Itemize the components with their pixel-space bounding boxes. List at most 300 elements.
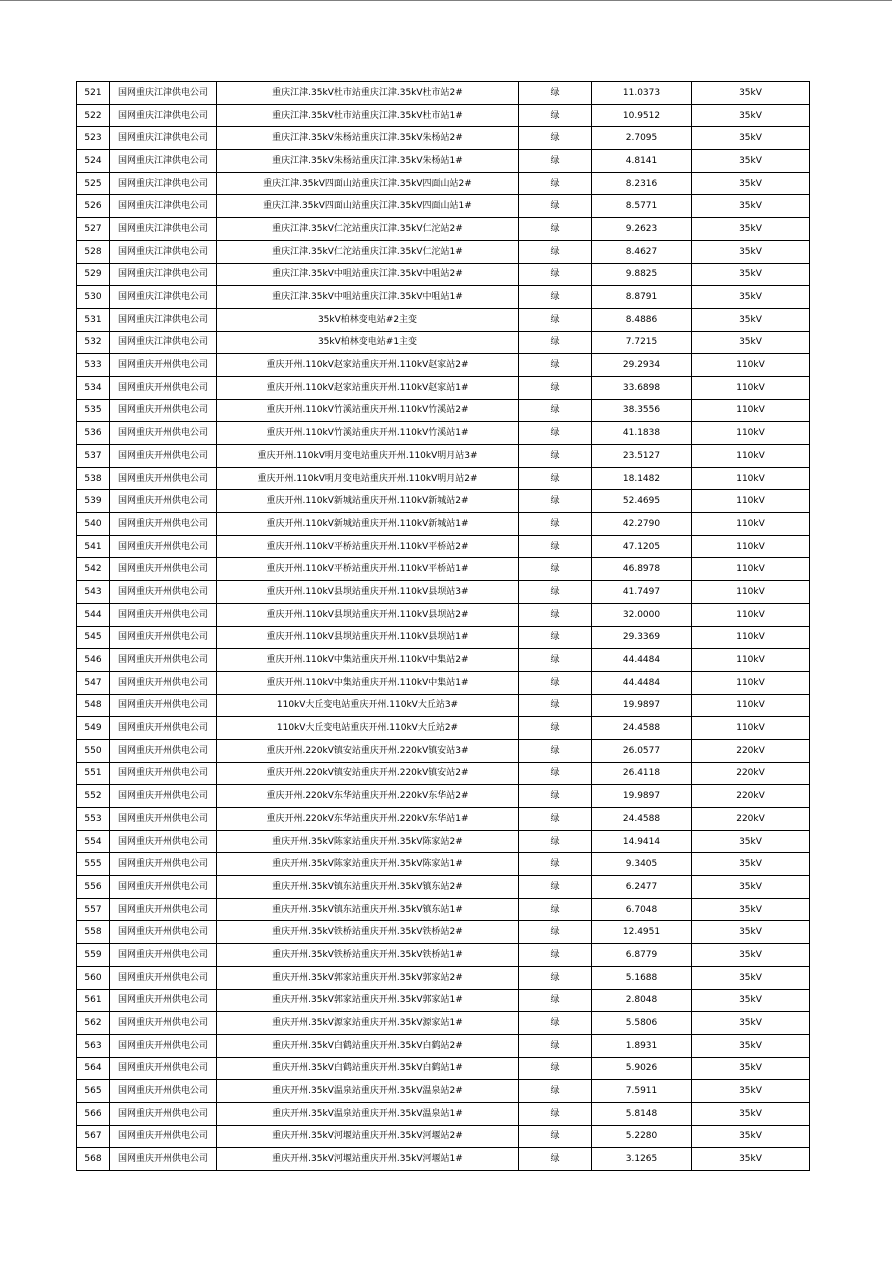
status-cell: 绿 (519, 422, 592, 445)
row-number-cell: 551 (77, 762, 110, 785)
company-cell: 国网重庆开州供电公司 (110, 853, 217, 876)
company-cell: 国网重庆开州供电公司 (110, 694, 217, 717)
station-name-cell: 重庆开州.110kV赵家站重庆开州.110kV赵家站2# (217, 354, 519, 377)
value-cell: 26.4118 (592, 762, 692, 785)
status-cell: 绿 (519, 513, 592, 536)
voltage-cell: 35kV (692, 853, 810, 876)
row-number-cell: 543 (77, 581, 110, 604)
voltage-cell: 110kV (692, 717, 810, 740)
voltage-cell: 35kV (692, 127, 810, 150)
table-row (77, 1080, 810, 1103)
status-cell: 绿 (519, 399, 592, 422)
value-cell: 9.3405 (592, 853, 692, 876)
status-cell: 绿 (519, 989, 592, 1012)
row-number-cell: 563 (77, 1034, 110, 1057)
status-cell: 绿 (519, 263, 592, 286)
row-number-cell: 544 (77, 603, 110, 626)
company-cell: 国网重庆开州供电公司 (110, 717, 217, 740)
row-number-cell: 524 (77, 150, 110, 173)
page-top-border (0, 0, 892, 1)
voltage-cell: 35kV (692, 1012, 810, 1035)
table-row (77, 944, 810, 967)
table-row (77, 785, 810, 808)
status-cell: 绿 (519, 785, 592, 808)
value-cell: 11.0373 (592, 82, 692, 105)
row-number-cell: 549 (77, 717, 110, 740)
table-row (77, 104, 810, 127)
row-number-cell: 539 (77, 490, 110, 513)
row-number-cell: 537 (77, 445, 110, 468)
row-number-cell: 547 (77, 671, 110, 694)
table-row (77, 898, 810, 921)
value-cell: 7.7215 (592, 331, 692, 354)
value-cell: 5.9026 (592, 1057, 692, 1080)
company-cell: 国网重庆开州供电公司 (110, 898, 217, 921)
voltage-cell: 110kV (692, 671, 810, 694)
row-number-cell: 550 (77, 739, 110, 762)
company-cell: 国网重庆江津供电公司 (110, 150, 217, 173)
station-name-cell: 重庆江津.35kV中咀站重庆江津.35kV中咀站2# (217, 263, 519, 286)
row-number-cell: 553 (77, 808, 110, 831)
station-name-cell: 重庆开州.35kV铁桥站重庆开州.35kV铁桥站1# (217, 944, 519, 967)
table-row (77, 921, 810, 944)
row-number-cell: 542 (77, 558, 110, 581)
status-cell: 绿 (519, 830, 592, 853)
company-cell: 国网重庆开州供电公司 (110, 1034, 217, 1057)
company-cell: 国网重庆开州供电公司 (110, 513, 217, 536)
status-cell: 绿 (519, 82, 592, 105)
company-cell: 国网重庆江津供电公司 (110, 218, 217, 241)
company-cell: 国网重庆开州供电公司 (110, 558, 217, 581)
voltage-cell: 35kV (692, 308, 810, 331)
status-cell: 绿 (519, 898, 592, 921)
table-row (77, 626, 810, 649)
value-cell: 5.1688 (592, 966, 692, 989)
voltage-cell: 110kV (692, 490, 810, 513)
company-cell: 国网重庆江津供电公司 (110, 82, 217, 105)
status-cell: 绿 (519, 445, 592, 468)
voltage-cell: 110kV (692, 694, 810, 717)
station-name-cell: 重庆开州.110kV中集站重庆开州.110kV中集站2# (217, 649, 519, 672)
value-cell: 1.8931 (592, 1034, 692, 1057)
status-cell: 绿 (519, 1080, 592, 1103)
voltage-cell: 220kV (692, 739, 810, 762)
station-name-cell: 重庆开州.35kV温泉站重庆开州.35kV温泉站2# (217, 1080, 519, 1103)
voltage-cell: 35kV (692, 921, 810, 944)
voltage-cell: 110kV (692, 467, 810, 490)
station-name-cell: 重庆江津.35kV朱杨站重庆江津.35kV朱杨站1# (217, 150, 519, 173)
table-row (77, 1012, 810, 1035)
status-cell: 绿 (519, 739, 592, 762)
table-row (77, 717, 810, 740)
table-row (77, 513, 810, 536)
table-row (77, 581, 810, 604)
row-number-cell: 559 (77, 944, 110, 967)
value-cell: 6.8779 (592, 944, 692, 967)
voltage-cell: 35kV (692, 195, 810, 218)
station-name-cell: 重庆开州.110kV竹溪站重庆开州.110kV竹溪站1# (217, 422, 519, 445)
voltage-cell: 35kV (692, 876, 810, 899)
row-number-cell: 530 (77, 286, 110, 309)
table-row (77, 240, 810, 263)
table-row (77, 1125, 810, 1148)
table-row (77, 1057, 810, 1080)
row-number-cell: 522 (77, 104, 110, 127)
value-cell: 8.8791 (592, 286, 692, 309)
station-name-cell: 重庆开州.110kV平桥站重庆开州.110kV平桥站2# (217, 535, 519, 558)
voltage-cell: 110kV (692, 513, 810, 536)
station-name-cell: 35kV柏林变电站#2主变 (217, 308, 519, 331)
company-cell: 国网重庆开州供电公司 (110, 808, 217, 831)
data-table (76, 81, 810, 1171)
table-row (77, 263, 810, 286)
voltage-cell: 35kV (692, 286, 810, 309)
row-number-cell: 562 (77, 1012, 110, 1035)
table-row (77, 172, 810, 195)
company-cell: 国网重庆开州供电公司 (110, 422, 217, 445)
row-number-cell: 534 (77, 376, 110, 399)
value-cell: 33.6898 (592, 376, 692, 399)
value-cell: 9.8825 (592, 263, 692, 286)
station-name-cell: 重庆开州.35kV陈家站重庆开州.35kV陈家站2# (217, 830, 519, 853)
table-row (77, 218, 810, 241)
station-name-cell: 重庆开州.35kV镇东站重庆开州.35kV镇东站1# (217, 898, 519, 921)
row-number-cell: 565 (77, 1080, 110, 1103)
company-cell: 国网重庆开州供电公司 (110, 830, 217, 853)
value-cell: 14.9414 (592, 830, 692, 853)
table-row (77, 603, 810, 626)
station-name-cell: 重庆开州.220kV镇安站重庆开州.220kV镇安站2# (217, 762, 519, 785)
company-cell: 国网重庆开州供电公司 (110, 944, 217, 967)
voltage-cell: 35kV (692, 218, 810, 241)
status-cell: 绿 (519, 1012, 592, 1035)
voltage-cell: 35kV (692, 1148, 810, 1171)
value-cell: 44.4484 (592, 671, 692, 694)
table-row (77, 195, 810, 218)
value-cell: 38.3556 (592, 399, 692, 422)
value-cell: 8.4627 (592, 240, 692, 263)
company-cell: 国网重庆开州供电公司 (110, 467, 217, 490)
station-name-cell: 重庆开州.35kV河堰站重庆开州.35kV河堰站2# (217, 1125, 519, 1148)
status-cell: 绿 (519, 195, 592, 218)
company-cell: 国网重庆开州供电公司 (110, 671, 217, 694)
value-cell: 19.9897 (592, 785, 692, 808)
value-cell: 3.1265 (592, 1148, 692, 1171)
voltage-cell: 110kV (692, 581, 810, 604)
value-cell: 2.7095 (592, 127, 692, 150)
company-cell: 国网重庆开州供电公司 (110, 1012, 217, 1035)
station-name-cell: 重庆开州.110kV明月变电站重庆开州.110kV明月站2# (217, 467, 519, 490)
voltage-cell: 110kV (692, 422, 810, 445)
company-cell: 国网重庆开州供电公司 (110, 490, 217, 513)
value-cell: 44.4484 (592, 649, 692, 672)
company-cell: 国网重庆江津供电公司 (110, 104, 217, 127)
row-number-cell: 568 (77, 1148, 110, 1171)
table-row (77, 286, 810, 309)
value-cell: 42.2790 (592, 513, 692, 536)
table-row (77, 853, 810, 876)
status-cell: 绿 (519, 1125, 592, 1148)
status-cell: 绿 (519, 218, 592, 241)
company-cell: 国网重庆开州供电公司 (110, 739, 217, 762)
value-cell: 8.5771 (592, 195, 692, 218)
company-cell: 国网重庆开州供电公司 (110, 1125, 217, 1148)
station-name-cell: 重庆开州.35kV陈家站重庆开州.35kV陈家站1# (217, 853, 519, 876)
value-cell: 23.5127 (592, 445, 692, 468)
row-number-cell: 528 (77, 240, 110, 263)
row-number-cell: 529 (77, 263, 110, 286)
row-number-cell: 526 (77, 195, 110, 218)
table-row (77, 467, 810, 490)
table-row (77, 422, 810, 445)
row-number-cell: 564 (77, 1057, 110, 1080)
status-cell: 绿 (519, 1034, 592, 1057)
voltage-cell: 35kV (692, 898, 810, 921)
table-row (77, 445, 810, 468)
table-body (77, 82, 810, 1171)
company-cell: 国网重庆江津供电公司 (110, 240, 217, 263)
table-row (77, 1102, 810, 1125)
station-name-cell: 重庆江津.35kV杜市站重庆江津.35kV杜市站1# (217, 104, 519, 127)
company-cell: 国网重庆开州供电公司 (110, 649, 217, 672)
voltage-cell: 110kV (692, 399, 810, 422)
status-cell: 绿 (519, 127, 592, 150)
station-name-cell: 重庆开州.110kV竹溪站重庆开州.110kV竹溪站2# (217, 399, 519, 422)
table-row (77, 558, 810, 581)
value-cell: 10.9512 (592, 104, 692, 127)
station-name-cell: 重庆开州.35kV温泉站重庆开州.35kV温泉站1# (217, 1102, 519, 1125)
station-name-cell: 重庆开州.110kV县坝站重庆开州.110kV县坝站3# (217, 581, 519, 604)
value-cell: 52.4695 (592, 490, 692, 513)
station-name-cell: 重庆江津.35kV仁沱站重庆江津.35kV仁沱站2# (217, 218, 519, 241)
value-cell: 32.0000 (592, 603, 692, 626)
value-cell: 6.2477 (592, 876, 692, 899)
station-name-cell: 重庆开州.110kV新城站重庆开州.110kV新城站1# (217, 513, 519, 536)
status-cell: 绿 (519, 172, 592, 195)
station-name-cell: 重庆开州.220kV东华站重庆开州.220kV东华站1# (217, 808, 519, 831)
row-number-cell: 535 (77, 399, 110, 422)
table-row (77, 989, 810, 1012)
voltage-cell: 110kV (692, 626, 810, 649)
value-cell: 18.1482 (592, 467, 692, 490)
row-number-cell: 532 (77, 331, 110, 354)
status-cell: 绿 (519, 558, 592, 581)
station-name-cell: 重庆开州.110kV中集站重庆开州.110kV中集站1# (217, 671, 519, 694)
row-number-cell: 545 (77, 626, 110, 649)
table-row (77, 966, 810, 989)
value-cell: 5.8148 (592, 1102, 692, 1125)
status-cell: 绿 (519, 717, 592, 740)
station-name-cell: 重庆江津.35kV仁沱站重庆江津.35kV仁沱站1# (217, 240, 519, 263)
row-number-cell: 556 (77, 876, 110, 899)
voltage-cell: 35kV (692, 989, 810, 1012)
station-name-cell: 重庆江津.35kV朱杨站重庆江津.35kV朱杨站2# (217, 127, 519, 150)
status-cell: 绿 (519, 876, 592, 899)
table-row (77, 649, 810, 672)
status-cell: 绿 (519, 150, 592, 173)
station-name-cell: 重庆开州.220kV东华站重庆开州.220kV东华站2# (217, 785, 519, 808)
table-row (77, 1148, 810, 1171)
status-cell: 绿 (519, 603, 592, 626)
status-cell: 绿 (519, 376, 592, 399)
voltage-cell: 35kV (692, 1034, 810, 1057)
voltage-cell: 35kV (692, 1080, 810, 1103)
company-cell: 国网重庆开州供电公司 (110, 1148, 217, 1171)
voltage-cell: 35kV (692, 966, 810, 989)
company-cell: 国网重庆开州供电公司 (110, 535, 217, 558)
value-cell: 47.1205 (592, 535, 692, 558)
company-cell: 国网重庆开州供电公司 (110, 785, 217, 808)
station-name-cell: 重庆江津.35kV杜市站重庆江津.35kV杜市站2# (217, 82, 519, 105)
value-cell: 5.5806 (592, 1012, 692, 1035)
row-number-cell: 531 (77, 308, 110, 331)
company-cell: 国网重庆江津供电公司 (110, 308, 217, 331)
company-cell: 国网重庆开州供电公司 (110, 1102, 217, 1125)
voltage-cell: 35kV (692, 331, 810, 354)
station-name-cell: 重庆江津.35kV四面山站重庆江津.35kV四面山站2# (217, 172, 519, 195)
station-name-cell: 重庆开州.35kV白鹤站重庆开州.35kV白鹤站1# (217, 1057, 519, 1080)
company-cell: 国网重庆开州供电公司 (110, 876, 217, 899)
table-row (77, 376, 810, 399)
table-row (77, 762, 810, 785)
status-cell: 绿 (519, 490, 592, 513)
row-number-cell: 523 (77, 127, 110, 150)
company-cell: 国网重庆开州供电公司 (110, 1080, 217, 1103)
status-cell: 绿 (519, 331, 592, 354)
station-name-cell: 重庆开州.110kV明月变电站重庆开州.110kV明月站3# (217, 445, 519, 468)
row-number-cell: 525 (77, 172, 110, 195)
company-cell: 国网重庆开州供电公司 (110, 354, 217, 377)
voltage-cell: 110kV (692, 445, 810, 468)
row-number-cell: 540 (77, 513, 110, 536)
row-number-cell: 554 (77, 830, 110, 853)
value-cell: 8.2316 (592, 172, 692, 195)
voltage-cell: 110kV (692, 354, 810, 377)
value-cell: 9.2623 (592, 218, 692, 241)
voltage-cell: 35kV (692, 104, 810, 127)
table-row (77, 535, 810, 558)
table-row (77, 671, 810, 694)
value-cell: 8.4886 (592, 308, 692, 331)
voltage-cell: 110kV (692, 535, 810, 558)
status-cell: 绿 (519, 286, 592, 309)
voltage-cell: 35kV (692, 1057, 810, 1080)
station-name-cell: 110kV大丘变电站重庆开州.110kV大丘站3# (217, 694, 519, 717)
table-row (77, 399, 810, 422)
row-number-cell: 536 (77, 422, 110, 445)
company-cell: 国网重庆江津供电公司 (110, 331, 217, 354)
status-cell: 绿 (519, 1057, 592, 1080)
table-row (77, 876, 810, 899)
status-cell: 绿 (519, 966, 592, 989)
value-cell: 4.8141 (592, 150, 692, 173)
company-cell: 国网重庆开州供电公司 (110, 921, 217, 944)
company-cell: 国网重庆开州供电公司 (110, 376, 217, 399)
company-cell: 国网重庆开州供电公司 (110, 581, 217, 604)
voltage-cell: 220kV (692, 785, 810, 808)
voltage-cell: 110kV (692, 603, 810, 626)
voltage-cell: 220kV (692, 808, 810, 831)
table-row (77, 490, 810, 513)
row-number-cell: 546 (77, 649, 110, 672)
station-name-cell: 重庆开州.110kV新城站重庆开州.110kV新城站2# (217, 490, 519, 513)
row-number-cell: 541 (77, 535, 110, 558)
table-row (77, 354, 810, 377)
voltage-cell: 35kV (692, 1102, 810, 1125)
company-cell: 国网重庆江津供电公司 (110, 172, 217, 195)
station-name-cell: 110kV大丘变电站重庆开州.110kV大丘站2# (217, 717, 519, 740)
station-name-cell: 重庆开州.35kV河堰站重庆开州.35kV河堰站1# (217, 1148, 519, 1171)
company-cell: 国网重庆开州供电公司 (110, 966, 217, 989)
value-cell: 12.4951 (592, 921, 692, 944)
company-cell: 国网重庆开州供电公司 (110, 1057, 217, 1080)
table-row (77, 830, 810, 853)
status-cell: 绿 (519, 467, 592, 490)
station-name-cell: 重庆江津.35kV中咀站重庆江津.35kV中咀站1# (217, 286, 519, 309)
company-cell: 国网重庆江津供电公司 (110, 195, 217, 218)
row-number-cell: 548 (77, 694, 110, 717)
table-row (77, 82, 810, 105)
table-row (77, 308, 810, 331)
row-number-cell: 567 (77, 1125, 110, 1148)
row-number-cell: 527 (77, 218, 110, 241)
value-cell: 2.8048 (592, 989, 692, 1012)
value-cell: 46.8978 (592, 558, 692, 581)
voltage-cell: 220kV (692, 762, 810, 785)
value-cell: 5.2280 (592, 1125, 692, 1148)
status-cell: 绿 (519, 694, 592, 717)
station-name-cell: 35kV柏林变电站#1主变 (217, 331, 519, 354)
table-row (77, 739, 810, 762)
value-cell: 24.4588 (592, 808, 692, 831)
company-cell: 国网重庆开州供电公司 (110, 603, 217, 626)
value-cell: 41.1838 (592, 422, 692, 445)
station-name-cell: 重庆开州.35kV白鹤站重庆开州.35kV白鹤站2# (217, 1034, 519, 1057)
row-number-cell: 538 (77, 467, 110, 490)
company-cell: 国网重庆江津供电公司 (110, 286, 217, 309)
row-number-cell: 566 (77, 1102, 110, 1125)
status-cell: 绿 (519, 1102, 592, 1125)
table-row (77, 808, 810, 831)
status-cell: 绿 (519, 649, 592, 672)
voltage-cell: 35kV (692, 263, 810, 286)
company-cell: 国网重庆江津供电公司 (110, 127, 217, 150)
station-name-cell: 重庆开州.35kV镇东站重庆开州.35kV镇东站2# (217, 876, 519, 899)
row-number-cell: 521 (77, 82, 110, 105)
row-number-cell: 557 (77, 898, 110, 921)
voltage-cell: 35kV (692, 82, 810, 105)
status-cell: 绿 (519, 626, 592, 649)
voltage-cell: 35kV (692, 1125, 810, 1148)
status-cell: 绿 (519, 581, 592, 604)
status-cell: 绿 (519, 944, 592, 967)
station-name-cell: 重庆开州.35kV郭家站重庆开州.35kV郭家站1# (217, 989, 519, 1012)
voltage-cell: 35kV (692, 240, 810, 263)
voltage-cell: 110kV (692, 558, 810, 581)
company-cell: 国网重庆江津供电公司 (110, 263, 217, 286)
row-number-cell: 552 (77, 785, 110, 808)
station-name-cell: 重庆开州.35kV铁桥站重庆开州.35kV铁桥站2# (217, 921, 519, 944)
station-name-cell: 重庆开州.110kV平桥站重庆开州.110kV平桥站1# (217, 558, 519, 581)
company-cell: 国网重庆开州供电公司 (110, 399, 217, 422)
status-cell: 绿 (519, 354, 592, 377)
status-cell: 绿 (519, 853, 592, 876)
table-row (77, 694, 810, 717)
table-row (77, 127, 810, 150)
row-number-cell: 558 (77, 921, 110, 944)
value-cell: 7.5911 (592, 1080, 692, 1103)
table-row (77, 1034, 810, 1057)
